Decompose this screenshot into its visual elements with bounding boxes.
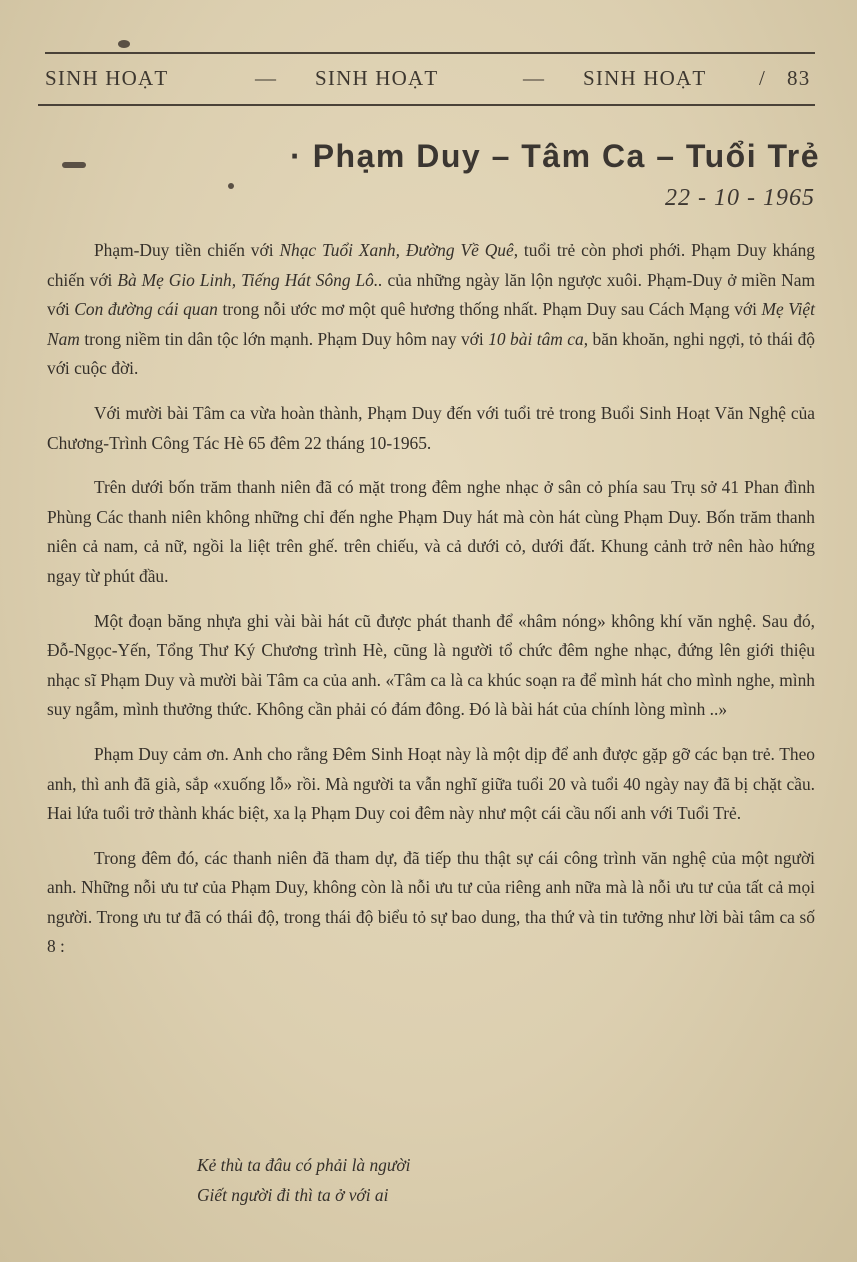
article-paragraph — [47, 607, 815, 725]
song-title-text: Con đường cái quan — [74, 299, 218, 320]
song-title-text: 10 bài tâm ca — [488, 328, 584, 349]
paragraph-text: Một đoạn băng nhựa ghi vài bài hát cũ được phát thanh để «hâm nóng» không khí văn nghệ. Sau đó, Đỗ-Ngọc-Yến, Tổng Thư Ký Chương trình Hè, cũng là người tổ chức đêm nghe nhạc, đứng lên giới thiệu nhạc sĩ Phạm Duy và mười bài Tâm ca của anh. «Tâm ca là ca khúc soạn ra để mình hát cho mình nghe, mình suy ngẫm, mình thưởng thức. Không cần phải có đám đông. Đó là bài hát của chính lòng mình ..» — [47, 610, 815, 720]
header-section-label: SINH HOẠT — [315, 66, 439, 90]
paragraph-text: , băn khoăn, nghi ngợi, tỏ thái độ với cuộc đời. — [47, 328, 815, 379]
verse-line: Giết người đi thì ta ở với ai — [197, 1185, 389, 1205]
article-paragraph — [47, 236, 815, 384]
page-number: 83 — [787, 66, 811, 90]
verse-line: Kẻ thù ta đâu có phải là người — [197, 1155, 411, 1175]
header-dash: — — [255, 66, 278, 90]
header-top-rule — [45, 52, 815, 54]
paragraph-text: của những ngày lăn lộn ngược xuôi. Phạm-Duy ở miền Nam với — [47, 269, 815, 320]
paragraph-text: trong niềm tin dân tộc lớn mạnh. Phạm Duy hôm nay với — [79, 328, 489, 349]
paragraph-text: Trên dưới bốn trăm thanh niên đã có mặt trong đêm nghe nhạc ở sân cỏ phía sau Trụ sở 41 Phan đình Phùng Các thanh niên không những chỉ đến nghe Phạm Duy hát mà còn hát cùng Phạm Duy. Bốn trăm thanh niên cả nam, cả nữ, ngồi la liệt trên ghế. trên chiếu, và cả dưới cỏ, dưới đất. Khung cảnh trở nên hào hứng ngay từ phút đầu. — [47, 477, 815, 586]
article-paragraph — [47, 844, 815, 962]
paragraph-text: trong nỗi ước mơ một quê hương thống nhất. Phạm Duy sau Cách Mạng với — [217, 299, 762, 320]
header-slash: / — [759, 66, 767, 90]
ink-smudge — [228, 183, 234, 189]
article-paragraph — [47, 740, 815, 829]
paragraph-text: Phạm Duy cảm ơn. Anh cho rằng Đêm Sinh Hoạt này là một dịp để anh được gặp gỡ các bạn trẻ. Theo anh, thì anh đã già, sắp «xuống lỗ» rồi. Mà người ta vẫn nghĩ giữa tuổi 20 và tuổi 40 ngày nay đã bị chặt cầu. Hai lứa tuổi trở thành khác biệt, xa lạ Phạm Duy coi đêm này như một cái cầu nối anh với Tuổi Trẻ. — [47, 743, 815, 824]
song-title-text: Nhạc Tuổi Xanh, Đường Về Quê — [279, 240, 514, 260]
article-paragraph — [47, 473, 815, 591]
running-header — [45, 66, 815, 96]
header-section-label: SINH HOẠT — [45, 66, 169, 90]
article-paragraph — [47, 399, 815, 458]
header-section-label: SINH HOẠT — [583, 66, 707, 90]
header-bottom-rule — [38, 104, 815, 106]
paragraph-text: , tuổi trẻ còn phơi phới. Phạm Duy kháng chiến với — [47, 240, 816, 290]
ink-smudge — [62, 162, 86, 168]
article-body — [47, 236, 815, 977]
song-title-text: Bà Mẹ Gio Linh, Tiếng Hát Sông Lô.. — [117, 269, 383, 290]
header-dash: — — [523, 66, 546, 90]
paragraph-text: Với mười bài Tâm ca vừa hoàn thành, Phạm Duy đến với tuổi trẻ trong Buổi Sinh Hoạt Văn Nghệ của Chương-Trình Công Tác Hè 65 đêm 22 tháng 10-1965. — [47, 402, 815, 453]
ink-smudge — [118, 40, 130, 48]
song-title-text: Mẹ Việt Nam — [47, 299, 815, 349]
song-verse — [197, 1150, 697, 1210]
paragraph-text: Phạm-Duy tiền chiến với — [94, 240, 280, 260]
paragraph-text: Trong đêm đó, các thanh niên đã tham dự, đã tiếp thu thật sự cái công trình văn nghệ của một người anh. Những nỗi ưu tư của Phạm Duy, không còn là nỗi ưu tư của riêng anh nữa mà là nỗi ưu tư của tất cả mọi người. Trong ưu tư đã có thái độ, trong thái độ biểu tỏ sự bao dung, tha thứ và tin tưởng như lời bài tâm ca số 8 : — [47, 847, 815, 957]
article-date: 22 - 10 - 1965 — [665, 185, 815, 211]
article-title: · Phạm Duy – Tâm Ca – Tuổi Trẻ — [290, 138, 820, 174]
